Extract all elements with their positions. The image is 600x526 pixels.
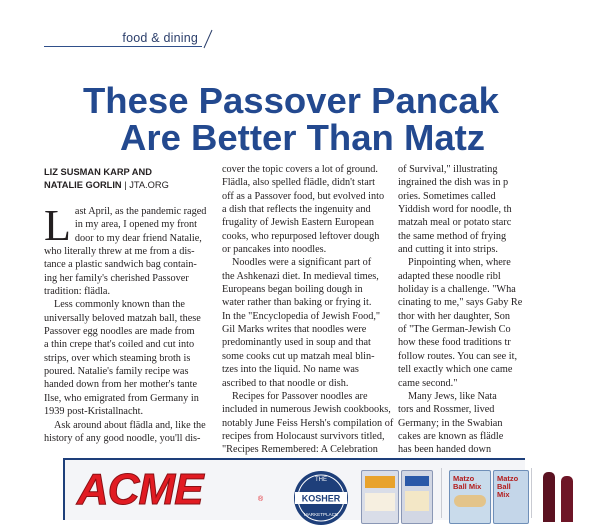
text-line: who literally threw at me from a dis- — [44, 246, 195, 258]
article-column-2 — [222, 163, 394, 457]
text-line: Ilse, who emigrated from Germany in — [44, 392, 199, 404]
text-line: ingrained the dish was in p — [398, 177, 509, 189]
seal-bottom-text: MARKETPLACE — [303, 512, 339, 517]
wine-bottle — [543, 472, 555, 522]
text-line: ories. Sometimes called — [398, 190, 496, 202]
byline — [44, 166, 224, 192]
product-box-3 — [449, 470, 491, 524]
acme-advertisement — [63, 458, 525, 520]
text-line: included in numerous Jewish cookbooks, — [222, 404, 391, 416]
text-line: tell exactly which one came — [398, 364, 513, 376]
text-line: Passover egg noodles are made from — [44, 326, 195, 338]
text-line: "Recipes Remembered: A Celebration — [222, 444, 378, 456]
byline-authors-1: LIZ SUSMAN KARP AND — [44, 167, 152, 177]
text-line: and cutting it into strips. — [398, 244, 498, 256]
text-line: cover the topic covers a lot of ground. — [222, 164, 378, 175]
text-line: strips, over which steaming broth is — [44, 352, 191, 364]
text-line: handed down from her mother's tante — [44, 379, 197, 391]
drop-cap: L — [44, 201, 71, 250]
text-line: Less commonly known than the — [54, 299, 185, 311]
text-line: ascribed to that noodle or dish. — [222, 377, 349, 389]
product-box-4 — [493, 470, 529, 524]
text-line: of "The German-Jewish Co — [398, 324, 511, 336]
text-line: the Ashkenazi diet. In medieval times, — [222, 270, 379, 282]
text-line: ing her family's cherished Passover — [44, 272, 189, 284]
text-line: 1939 post-Kristallnacht. — [44, 406, 144, 418]
text-line: Noodles were a significant part of — [232, 257, 372, 269]
text-line: recipes from Holocaust survivors titled, — [222, 430, 385, 442]
text-line: tance a plastic sandwich bag contain- — [44, 259, 197, 271]
text-line: the same method of frying — [398, 230, 507, 242]
text-line: Recipes for Passover noodles are — [232, 390, 368, 402]
seal-top-text: THE — [315, 477, 327, 483]
article-column-1 — [44, 201, 216, 445]
text-line: off as a Passover food, but evolved into — [222, 190, 385, 202]
text-line: how these food traditions tr — [398, 337, 511, 349]
section-header — [44, 31, 214, 51]
wine-bottle-2 — [561, 476, 573, 522]
section-rule — [44, 46, 202, 47]
text-line: a thin crepe that's coiled and cut into — [44, 339, 195, 351]
text-line: predominantly used in soup and that — [222, 337, 371, 349]
kosher-marketplace-seal — [287, 466, 355, 526]
text-line: of Survival," illustrating — [398, 164, 498, 175]
text-line: matzah meal or potato starc — [398, 217, 512, 229]
text-line: has been handed down — [398, 444, 492, 456]
text-line: adapted these noodle ribl — [398, 270, 501, 282]
text-line: poured. Natalie's family recipe was — [44, 366, 189, 378]
seal-main-text: KOSHER — [301, 493, 341, 504]
text-line: Gil Marks writes that noodles were — [222, 324, 367, 336]
product-box-1 — [361, 470, 399, 524]
product-box-2 — [401, 470, 433, 524]
text-line: cinating to me," says Gaby Re — [398, 297, 523, 309]
text-line: Germany; in the Swabian — [398, 417, 503, 429]
section-label: food & dining — [119, 31, 198, 45]
text-line: Flädla, also spelled flädle, didn't start — [222, 177, 375, 189]
text-line: thor with her daughter, Son — [398, 310, 511, 322]
section-slash-icon — [202, 29, 214, 49]
text-line: In the "Encyclopedia of Jewish Food," — [222, 310, 381, 322]
text-line: notably June Feiss Hersh's compilation of — [222, 417, 394, 429]
byline-source: | JTA.ORG — [121, 180, 169, 190]
text-line: some cooks cut up matzah meal blin- — [222, 350, 375, 362]
text-line: Yiddish word for noodle, th — [398, 204, 512, 216]
text-line: in my area, I opened my front — [74, 219, 197, 231]
text-line: cooks, who repurposed leftover dough — [222, 230, 380, 242]
text-line: history of any good noodle, you'll dis- — [44, 432, 201, 444]
text-line: cakes are known as flädle — [398, 430, 504, 442]
text-line: frugality of Jewish Eastern European — [222, 217, 374, 229]
text-line: tors and Rossmer, lived — [398, 404, 495, 416]
text-line: ast April, as the pandemic raged — [74, 206, 207, 217]
text-line: universally beloved matzah ball, these — [44, 312, 201, 324]
text-line: holiday is a challenge. "Wha — [398, 284, 516, 296]
text-line: or pancakes into noodles. — [222, 244, 327, 256]
byline-authors-2: NATALIE GORLIN | JTA.ORG — [44, 180, 169, 190]
text-line: Europeans began boiling dough in — [222, 284, 363, 296]
text-line: follow routes. You can see it, — [398, 350, 518, 362]
text-line: water rather than baking or frying it. — [222, 297, 372, 309]
text-line: tradition: flädla. — [44, 286, 111, 298]
matzo-box-label-2: Matzo Ball Mix — [497, 474, 519, 499]
text-line: a dish that reflects the ingenuity and — [222, 204, 371, 216]
text-line: Ask around about flädla and, like the — [54, 419, 206, 431]
matzo-box-label-1: Matzo Ball Mix — [453, 474, 482, 491]
acme-logo: ACME — [77, 465, 203, 514]
text-line: tzes into the liquid. No name was — [222, 364, 359, 376]
text-line: Many Jews, like Nata — [408, 390, 497, 402]
headline-line-2: Are Better Than Matz — [120, 117, 486, 158]
acme-registered-mark: ® — [258, 496, 264, 503]
text-line: came second." — [398, 377, 458, 389]
text-line: Pinpointing when, where — [408, 257, 511, 269]
text-line: door to my dear friend Natalie, — [74, 232, 202, 244]
article-column-3 — [398, 163, 568, 457]
headline-line-1: These Passover Pancak — [83, 80, 499, 121]
